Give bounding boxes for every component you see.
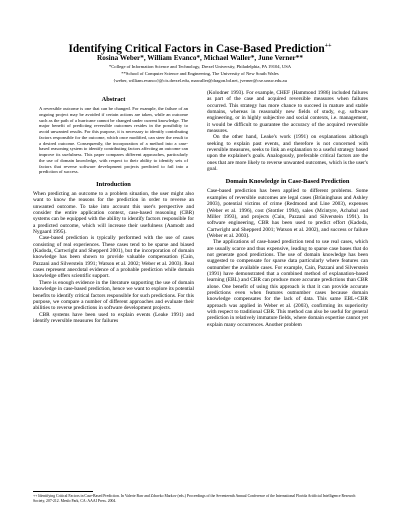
intro-paragraph-2: Case-based prediction is typically performed with the use of cases consisting of real experiences. These cases tend to be sparse and biased (Kadoda, Cartwright and Shepperd 2001), but the incorporation of domain knowledge has been shown to provide valuable compensation (Cain, Pazzani and Silverstein 1991; Watson et al. 2002; Weber et al. 2003). Real cases represent anecdotal evidence of a probable prediction while domain knowledge offers scientific support.: [33, 235, 194, 280]
left-column: [33, 96, 194, 324]
intro-paragraph-5: (Kolodner 1993). For example, CHEF (Hammond 1986) included failures as part of the case and acquired reversible measures when failures occurred. This strategy has more chance to succeed in mature and stable domains, whereas in reasonably new fields of study, e.g. software engineering, or in highly subjective and social contexts, i.e. management, it would be difficult to guarantee the accuracy of the acquired reversible measures.: [207, 90, 368, 135]
intro-paragraph-6: On the other hand, Leake's work (1991) on explanations although seeking to explain past events, and therefore is not concerned with reversible measures, seeks to link an explanation to a useful strategy based upon the explainer's goals. Analogously, preferable critical factors are the ones that are more likely to reverse unwanted outcomes, which is the user's goal.: [207, 134, 368, 173]
domain-paragraph-1: Case-based prediction has been applied to different problems. Some examples of reversible outcomes are legal cases (Brüninghaus and Ashley 2003), potential victims of crime (Redmond and Line 2003), expenses (Weber et al. 1996), cost (Stottler 1994), sales (Mcintyre, Achabal and Miller 1993), and projects (Cain, Pazzani and Silverstein 1991). In software engineering, CBR has been used to predict effort (Kadoda, Cartwright and Shepperd 2001; Watson et al. 2002), and success or failure (Weber et al. 2003).: [207, 188, 368, 239]
introduction-heading: Introduction: [96, 181, 131, 188]
abstract-heading: Abstract: [101, 96, 126, 103]
domain-paragraph-2: The applications of case-based prediction tend to use real cases, which are usually scarce and thus expensive, leading to sparse case bases that do not generate good predictions. The use of domain knowledge has been suggested to compensate for sparse data particularly where features can outnumber the available cases. For example, Cain, Pazzani and Silverstein (1991) have demonstrated that a combined method of explanation-based learning (EBL) and CBR can produce more accurate predictions than CBR alone. One benefit of using this approach is that it can provide accurate predictions even when features outnumber cases because domain knowledge compensates for the lack of data. This same EBL+CBR approach was applied in Weber et al. (2003), confirming its superiority with respect to traditional CBR. This method can also be useful for general prediction in relatively immature fields, where domain expertise cannot yet explain many occurrences. Another problem: [207, 239, 368, 328]
intro-paragraph-1: When predicting an outcome to a problem situation, the user might also want to know the reasons for the prediction in order to reverse an unwanted outcome. To take into account this user's perspective and consider the entire application context, case-based reasoning (CBR) systems can be equipped with the ability to identify factors responsible for a predicted outcome, which will increase their usefulness (Aamodt and Nygaard 1995).: [33, 191, 194, 236]
author-list: Rosina Weber*, William Evanco*, Michael Waller*, June Verner**: [97, 54, 303, 62]
abstract-text: A reversible outcome is one that can be changed. For example, the failure of an ongoing project may be avoided if certain actions are taken, while an outcome such as the path of a hurricane cannot be changed under current knowledge. The major benefit of predicting reversible outcomes resides in the possibility to avoid unwanted results. For this purpose, it is necessary to identify contributing factors responsible for the outcome, which once modified, can steer the result to a desired outcome. Consequently, the incorporation of a method into a case-based reasoning system to identify contributing factors affecting an outcome can improve its usefulness. This paper compares different approaches, particularly the use of domain knowledge, with respect to their ability to identify sets of factors that reverse software development projects predicted to fail into a prediction of success.: [39, 106, 188, 175]
affiliation-drexel: *College of Information Science and Technology, Drexel University, Philadelphia, PA 19104, USA: [108, 64, 292, 69]
title-footnote-mark: ++: [324, 43, 332, 49]
footnote: ++ Identifying Critical Factors in Case-Based Prediction. In Valerie Barr and Zdravko Markov (eds.) Proceedings of the Seventeenth Annual Conference of the International Florida Artificial Intelligence Research Society, 207-212. Menlo Park, CA: AAAI Press. 2004.: [33, 494, 356, 503]
affiliation-unsw: **School of Computer Science and Engineering, The University of New South Wales: [121, 71, 279, 76]
author-emails: {weber, william.evanco}@cis.drexel.edu, mawaller@dragon.bd.net, jverner@cse.unsw.edu.au: [113, 78, 287, 83]
domain-knowledge-heading: Domain Knowledge in Case-Based Prediction: [225, 178, 350, 186]
right-column: [207, 90, 368, 328]
intro-paragraph-4: CBR systems have been used to explain events (Leake 1991) and identify reversible measures for failures: [33, 311, 194, 324]
paper-title-text: Identifying Critical Factors in Case-Based Prediction: [68, 42, 325, 55]
intro-paragraph-3: There is enough evidence in the literature supporting the use of domain knowledge in case-based prediction, hence we want to explore its potential benefits to identify critical factors responsible for such predictions. For this purpose, we compare a number of different approaches and evaluate their abilities to reverse predictions in software development projects.: [33, 279, 195, 312]
footnote-rule: [33, 491, 93, 492]
